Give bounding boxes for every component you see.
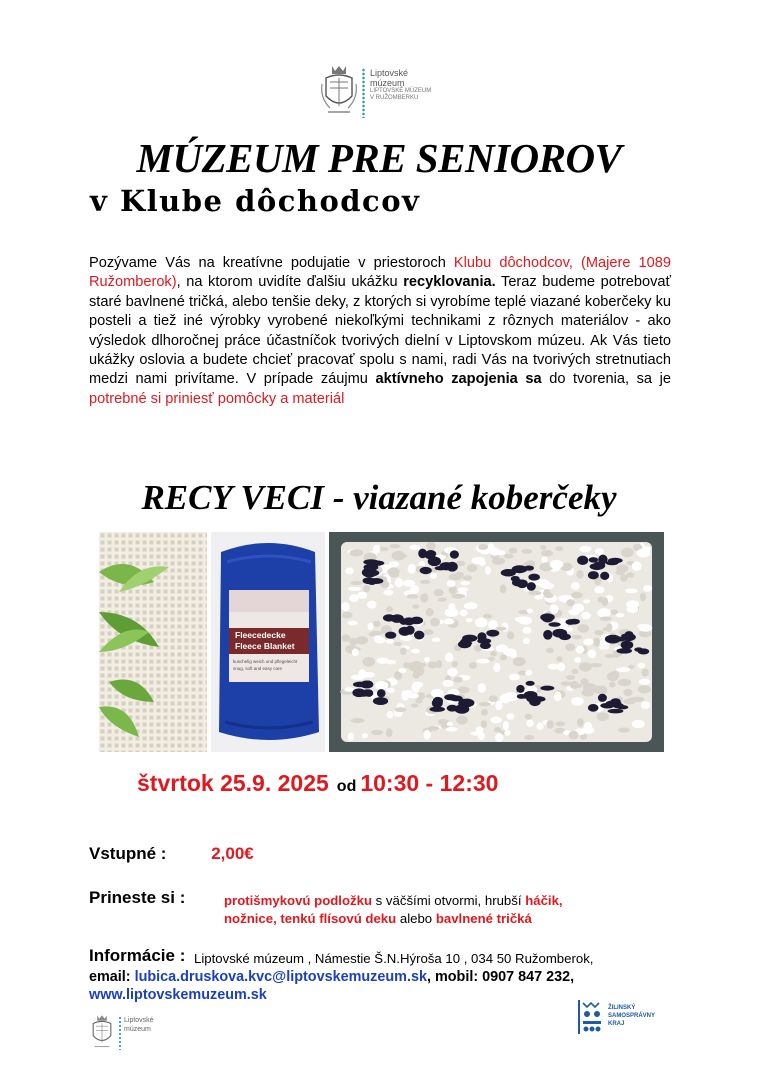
photo-rug xyxy=(329,532,664,752)
email-link[interactable]: lubica.druskova.kvc@liptovskemuzeum.sk xyxy=(134,969,427,985)
bring-item-1: protišmykovú podložku xyxy=(224,893,373,908)
bring-item-3: nožnice, tenkú flísovú deku xyxy=(224,911,397,926)
logo-text xyxy=(370,68,431,102)
region-logo xyxy=(578,1000,668,1036)
page-title: MÚZEUM PRE SENIOROV xyxy=(136,135,622,181)
bring-item-2: háčik, xyxy=(525,893,563,908)
intro-active: aktívneho zapojenia sa xyxy=(375,371,542,388)
bring-list xyxy=(224,892,644,928)
intro-text-1: Pozývame Vás na kreatívne podujatie v priestoroch xyxy=(89,255,454,271)
intro-text-2: , na ktorom uvidíte ďalšiu ukážku xyxy=(176,274,404,291)
blanket-label-2: Fleece Blanket xyxy=(235,641,295,651)
bring-item-4: bavlnené tričká xyxy=(435,911,532,926)
logo-name-2: múzeum xyxy=(370,78,405,88)
page-subtitle: v Klube dôchodcov xyxy=(90,184,421,218)
info-label: Informácie : xyxy=(89,946,186,965)
intro-paragraph xyxy=(89,254,671,409)
blanket-label-3: kuschelig weich und pflegeleicht xyxy=(233,659,298,664)
logo-dots xyxy=(362,68,365,118)
section-title: RECY VECI - viazané koberčeky xyxy=(141,478,617,517)
email-label: email: xyxy=(89,969,131,985)
logo-small-dots xyxy=(119,1016,121,1050)
web-row xyxy=(89,986,267,1004)
logo-small-name-1: Liptovské xyxy=(124,1017,154,1024)
event-od: od xyxy=(336,778,357,795)
logo-sub-1: LIPTOVSKÉ MÚZEUM xyxy=(370,88,432,94)
logo-name-1: Liptovské xyxy=(370,68,409,78)
intro-text-4: do tvorenia, sa je xyxy=(541,371,671,388)
bring-text-1: s väčšími otvormi, hrubší xyxy=(372,893,526,908)
bring-label: Prineste si : xyxy=(89,888,186,907)
region-line-2: SAMOSPRÁVNY xyxy=(608,1013,656,1019)
mobile-text: , mobil: 0907 847 232, xyxy=(426,969,575,985)
intro-bring: potrebné si priniesť pomôcky a materiál xyxy=(89,390,345,407)
fee-label: Vstupné : xyxy=(89,844,167,863)
blanket-label-1: Fleecedecke xyxy=(235,630,286,640)
coat-of-arms-small-icon xyxy=(88,1014,116,1052)
museum-logo-small xyxy=(88,1014,178,1054)
blanket-label xyxy=(235,630,295,652)
logo-small-name-2: múzeum xyxy=(124,1026,151,1033)
photo-mesh xyxy=(99,532,207,752)
blanket-label-4: snug, soft and easy care xyxy=(233,666,283,671)
event-datetime xyxy=(137,770,498,797)
intro-venue: Klubu dôchodcov, (Majere 1089 Ružomberok) xyxy=(89,255,671,291)
region-line-3: KRAJ xyxy=(608,1021,625,1027)
intro-text-3: Teraz budeme potrebovať staré bavlnené tričká, alebo tenšie deky, z ktorých si vyrobíme teplé viazané koberčeky ku posteli a tiež iné výrobky vyrobené niekoľkými technikami z rôznych materiálov - ako výsledok dlhoročnej práce účastníčok tvorivých dielní v Liptovskom múzeu. Ak Vás tieto ukážky oslovia a budete chcieť pracovať spolu s nami, radi Vás na tvorivých stretnutiach medzi nami privítame. V prípade záujmu xyxy=(89,274,671,388)
region-line-1: ŽILINSKÝ xyxy=(608,1005,636,1011)
blanket-small-label xyxy=(233,658,297,672)
fee-row xyxy=(89,844,254,864)
region-crest-icon xyxy=(578,1000,606,1034)
bring-text-2: alebo xyxy=(396,911,436,926)
logo-sub-2: V RUŽOMBERKU xyxy=(370,95,419,101)
rug-image xyxy=(329,532,664,752)
mesh-image xyxy=(99,532,207,752)
info-address: Liptovské múzeum , Námestie Š.N.Hýroša 10 , 034 50 Ružomberok, xyxy=(194,951,594,966)
info-contact xyxy=(89,968,574,986)
event-time: 10:30 - 12:30 xyxy=(360,770,499,796)
event-date: štvrtok 25.9. 2025 xyxy=(137,770,329,796)
photo-blanket xyxy=(211,532,325,752)
fee-value: 2,00€ xyxy=(211,844,254,863)
logo-small-text xyxy=(124,1016,154,1034)
coat-of-arms-icon xyxy=(320,64,358,120)
web-link[interactable]: www.liptovskemuzeum.sk xyxy=(89,987,267,1003)
region-logo-text xyxy=(608,1004,655,1028)
museum-logo xyxy=(320,64,460,122)
intro-recycling: recyklovania. xyxy=(403,274,496,291)
